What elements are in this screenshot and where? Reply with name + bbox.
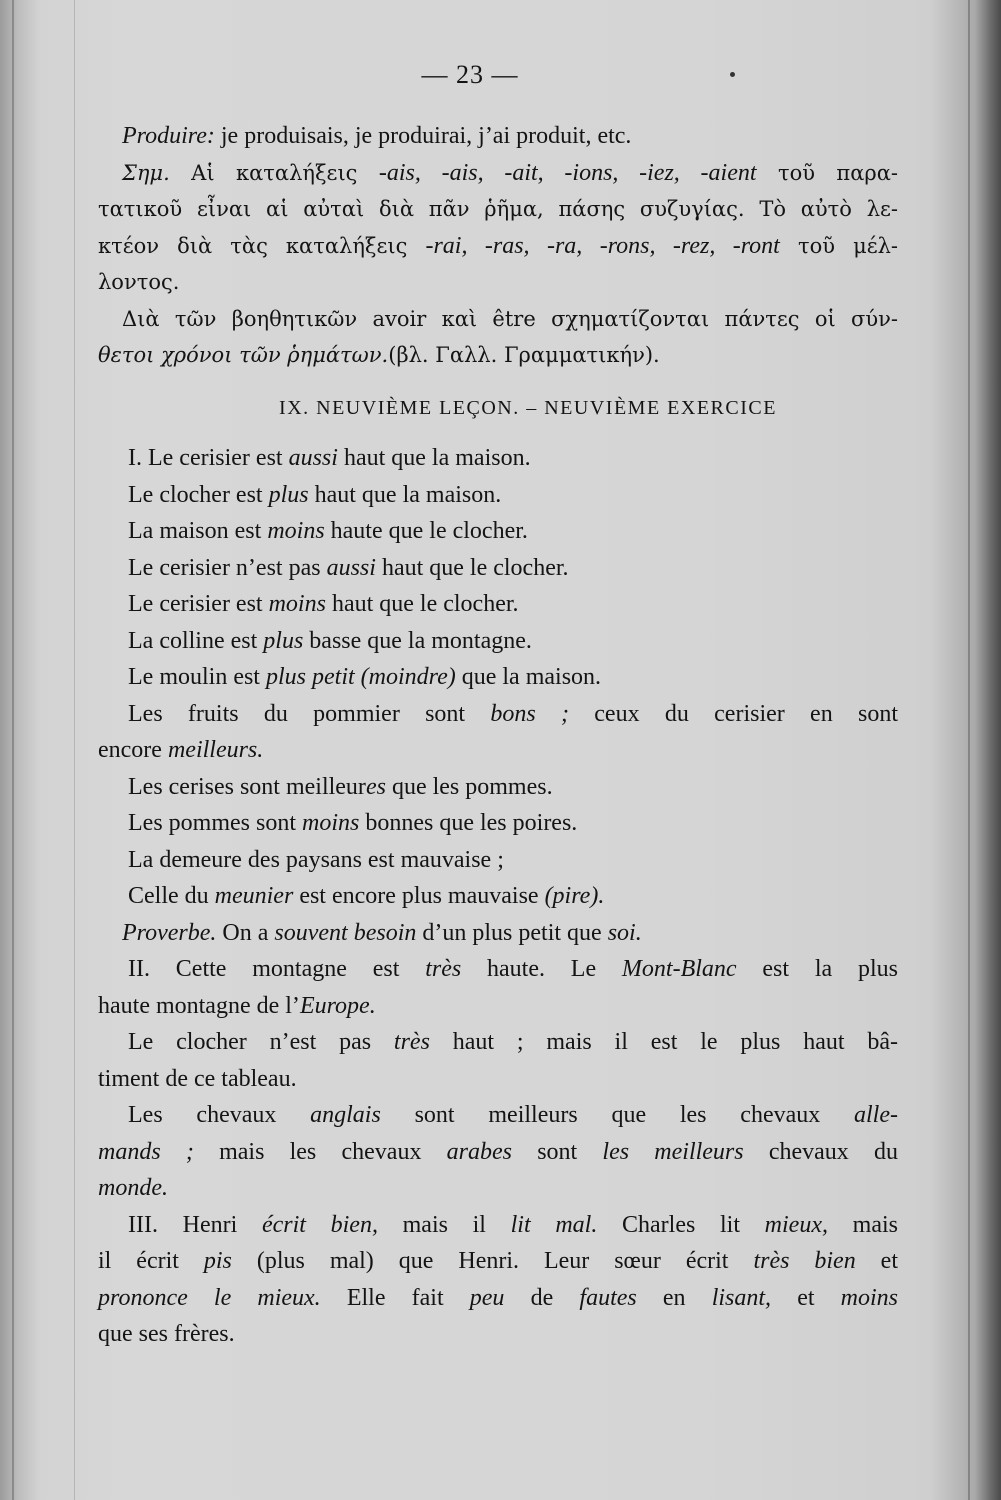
text-line: timent de ce tableau. [98, 1065, 297, 1092]
text-line: Celle du meunier est encore plus mauvaise (pire). [128, 883, 605, 909]
text-line: Le moulin est plus petit (moindre) que la maison. [128, 664, 602, 690]
text-line: La demeure des paysans est mauvaise ; [128, 846, 504, 873]
text-line: Διὰ τῶν βοηθητικῶν avoir καὶ être σχηματίζονται πάντες οἱ σύν- [122, 306, 898, 331]
section-heading: IX. NEUVIÈME LEÇON. – NEUVIÈME EXERCICE [279, 396, 777, 419]
text-line: Le clocher n’est pas très haut ; mais il est le plus haut bâ- [128, 1029, 898, 1055]
text-line: La colline est plus basse que la montagne. [128, 627, 532, 654]
text-line: λοντος. [98, 270, 180, 294]
text-line: Σημ. Αἱ καταλήξεις -ais, -ais, -ait, -ions, -iez, -aient τοῦ παρα- [122, 159, 898, 186]
text-line: Les fruits du pommier sont bons ; ceux du cerisier en sont [128, 700, 898, 727]
text-line: Les pommes sont moins bonnes que les poires. [128, 810, 578, 836]
text-line: τατικοῦ εἶναι αἱ αὐταὶ διὰ πᾶν ῥῆμα, πάσης συζυγίας. Τὸ αὐτὸ λε- [98, 197, 898, 221]
text-line: monde. [98, 1175, 168, 1201]
text-line: Le cerisier est moins haut que le clocher. [128, 591, 519, 617]
page-gutter-line [12, 0, 14, 1500]
text-line: Le clocher est plus haut que la maison. [128, 481, 502, 508]
text-line: κτέον διὰ τὰς καταλήξεις -rai, -ras, -ra, -rons, -rez, -ront τοῦ μέλ- [98, 232, 898, 259]
page-edge [968, 0, 970, 1500]
text-line: Produire: je produisais, je produirai, j’ai produit, etc. [122, 123, 632, 149]
text-line: encore meilleurs. [98, 737, 264, 763]
text-line: il écrit pis (plus mal) que Henri. Leur sœur écrit très bien et [98, 1248, 898, 1274]
page-body [98, 118, 898, 1353]
text-line: III. Henri écrit bien, mais il lit mal. Charles lit mieux, mais [128, 1211, 898, 1238]
text-line: θετοι χρόνοι τῶν ῥημάτων.(βλ. Γαλλ. Γραμματικήν). [98, 343, 660, 367]
text-line: prononce le mieux. Elle fait peu de fautes en lisant, et moins [98, 1284, 899, 1311]
text-line: I. Le cerisier est aussi haut que la maison. [128, 445, 531, 471]
text-line: II. Cette montagne est très haute. Le Mont-Blanc est la plus [128, 956, 898, 982]
text-line: haute montagne de l’Europe. [98, 992, 376, 1019]
page-number: — 23 — [421, 60, 519, 89]
text-line: que ses frères. [98, 1321, 235, 1347]
page-margin-shadow [74, 0, 75, 1500]
text-line: Les chevaux anglais sont meilleurs que les chevaux alle- [128, 1102, 898, 1128]
text-line: Les cerises sont meilleures que les pommes. [128, 773, 553, 800]
text-line: Proverbe. On a souvent besoin d’un plus petit que soi. [122, 919, 642, 946]
ink-speck [730, 72, 735, 77]
text-line: Le cerisier n’est pas aussi haut que le clocher. [128, 554, 569, 581]
text-line: La maison est moins haute que le clocher. [128, 518, 528, 544]
text-line: mands ; mais les chevaux arabes sont les meilleurs chevaux du [98, 1138, 898, 1165]
